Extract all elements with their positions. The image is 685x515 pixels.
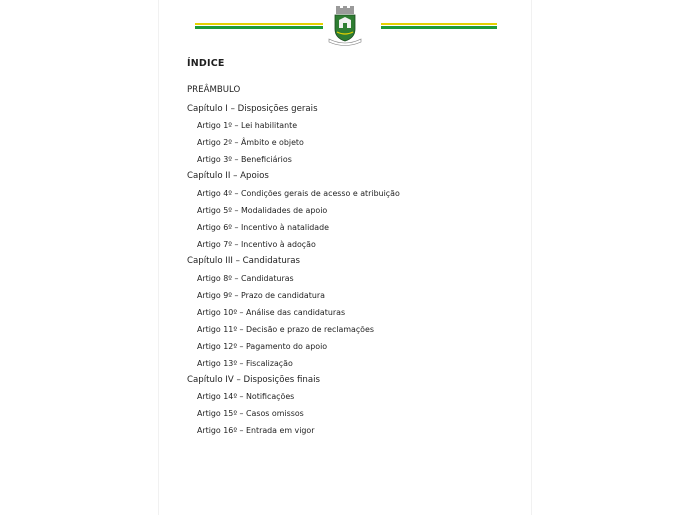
header-stripe-left xyxy=(195,23,323,30)
toc-article-entry: Artigo 12º – Pagamento do apoio xyxy=(197,342,328,351)
toc-article-entry: Artigo 14º – Notificações xyxy=(197,392,295,401)
toc-article-entry: Artigo 8º – Candidaturas xyxy=(197,274,294,283)
toc-article-entry: Artigo 2º – Âmbito e objeto xyxy=(197,138,304,147)
stripe-green xyxy=(195,26,323,29)
toc-chapter-entry: Capítulo IV – Disposições finais xyxy=(187,375,321,385)
toc-article-entry: Artigo 3º – Beneficiários xyxy=(197,155,292,164)
toc-article-entry: Artigo 13º – Fiscalização xyxy=(197,359,293,368)
municipal-crest-icon xyxy=(326,6,364,46)
toc-article-entry: Artigo 16º – Entrada em vigor xyxy=(197,426,315,435)
toc-article-entry: Artigo 6º – Incentivo à natalidade xyxy=(197,223,329,232)
stripe-green xyxy=(381,26,497,29)
toc-article-entry: Artigo 10º – Análise das candidaturas xyxy=(197,308,346,317)
header-stripe-right xyxy=(381,23,497,30)
toc-heading: ÍNDICE xyxy=(187,58,225,69)
toc-chapter-entry: Capítulo III – Candidaturas xyxy=(187,256,301,266)
toc-article-entry: Artigo 9º – Prazo de candidatura xyxy=(197,291,325,300)
toc-chapter-entry: Capítulo I – Disposições gerais xyxy=(187,104,318,114)
toc-article-entry: Artigo 15º – Casos omissos xyxy=(197,409,304,418)
toc-chapter-entry: PREÂMBULO xyxy=(187,85,241,95)
toc-article-entry: Artigo 11º – Decisão e prazo de reclamações xyxy=(197,325,374,334)
toc-article-entry: Artigo 1º – Lei habilitante xyxy=(197,121,298,130)
toc-article-entry: Artigo 4º – Condições gerais de acesso e atribuição xyxy=(197,189,400,198)
toc-article-entry: Artigo 7º – Incentivo à adoção xyxy=(197,240,316,249)
toc-chapter-entry: Capítulo II – Apoios xyxy=(187,171,269,181)
page-header xyxy=(0,0,685,50)
toc-article-entry: Artigo 5º – Modalidades de apoio xyxy=(197,206,328,215)
